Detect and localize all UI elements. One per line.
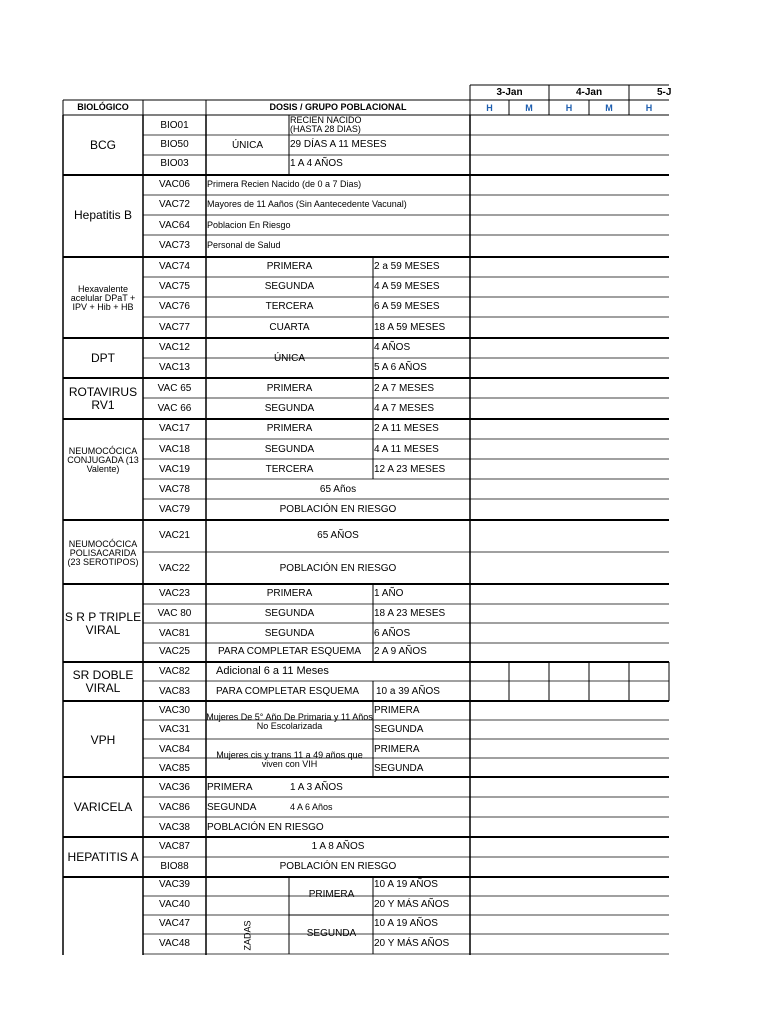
group-nc-2: 4 A 11 MESES bbox=[374, 444, 439, 455]
code-vac36: VAC36 bbox=[159, 782, 190, 793]
group-np-65-anos: 65 AÑOS bbox=[317, 530, 359, 541]
dose-hexa-tercera: TERCERA bbox=[265, 301, 314, 312]
dose-nc-primera: PRIMERA bbox=[266, 423, 313, 434]
group-sr-10-39: 10 a 39 AÑOS bbox=[376, 686, 440, 697]
code-vac82: VAC82 bbox=[159, 666, 190, 677]
group-bcg-29-dias: 29 DÍAS A 11 MESES bbox=[290, 139, 387, 150]
code-vac21: VAC21 bbox=[159, 530, 190, 541]
group-hexa-2: 4 A 59 MESES bbox=[374, 281, 440, 292]
biologico-sr: SR DOBLE VIRAL bbox=[72, 668, 134, 695]
biologico-srp: S R P TRIPLE VIRAL bbox=[64, 609, 142, 637]
dose-srp-segunda: SEGUNDA bbox=[264, 608, 315, 619]
dose-vph-3: PRIMERA bbox=[374, 744, 420, 755]
dose-vph-2: SEGUNDA bbox=[374, 724, 424, 735]
code-vac38: VAC38 bbox=[159, 822, 190, 833]
code-vac25: VAC25 bbox=[159, 646, 190, 657]
code-vac39: VAC39 bbox=[159, 879, 190, 890]
dose-hexa-segunda: SEGUNDA bbox=[264, 281, 315, 292]
group-hepa-1-8: 1 A 8 AÑOS bbox=[311, 841, 365, 852]
m-header-1: M bbox=[525, 103, 533, 113]
biologico-neumococica-polisacarida: NEUMOCÓCICA POLISACARIDA (23 SEROTIPOS) bbox=[67, 538, 139, 567]
code-vac17: VAC17 bbox=[159, 423, 190, 434]
group-np-riesgo: POBLACIÓN EN RIESGO bbox=[279, 563, 397, 574]
dose-sr-completar: PARA COMPLETAR ESQUEMA bbox=[216, 686, 359, 697]
group-hepb-riesgo: Poblacion En Riesgo bbox=[207, 220, 291, 230]
biologico-vph: VPH bbox=[90, 732, 116, 747]
h-header-1: H bbox=[486, 103, 493, 113]
code-vac48: VAC48 bbox=[159, 938, 190, 949]
code-bio03: BIO03 bbox=[160, 158, 189, 169]
dose-hexa-cuarta: CUARTA bbox=[269, 322, 310, 333]
group-last-4: 20 Y MÁS AÑOS bbox=[374, 938, 450, 949]
code-vac18: VAC18 bbox=[159, 444, 190, 455]
m-header-2: M bbox=[605, 103, 613, 113]
code-vac06: VAC06 bbox=[159, 179, 190, 190]
code-vac73: VAC73 bbox=[159, 240, 190, 251]
code-vac74: VAC74 bbox=[159, 261, 190, 272]
code-vac87: VAC87 bbox=[159, 841, 190, 852]
code-vac13: VAC13 bbox=[159, 362, 190, 373]
biologico-rotavirus: ROTAVIRUS RV1 bbox=[68, 384, 138, 412]
dose-last-segunda: SEGUNDA bbox=[306, 928, 357, 939]
dosis-grupo-header: DOSIS / GRUPO POBLACIONAL bbox=[269, 102, 407, 112]
dose-varicela-primera: PRIMERA bbox=[207, 782, 253, 793]
group-hepb-mayores: Mayores de 11 Aaños (Sin Aantecedente Vacunal) bbox=[207, 199, 407, 209]
group-srp-1: 1 AÑO bbox=[374, 588, 404, 599]
code-vac77: VAC77 bbox=[159, 322, 190, 333]
group-nc-3: 12 A 23 MESES bbox=[374, 464, 446, 475]
group-rota-2: 4 A 7 MESES bbox=[374, 403, 435, 414]
biologico-hepatitis-b: Hepatitis B bbox=[73, 208, 133, 222]
code-vac47: VAC47 bbox=[159, 918, 190, 929]
biologico-hexavalente: Hexavalente acelular DPaT + IPV + Hib + HB bbox=[70, 283, 136, 312]
group-hexa-4: 18 A 59 MESES bbox=[374, 322, 446, 333]
code-vac66: VAC 66 bbox=[157, 403, 192, 414]
group-srp-4: 2 A 9 AÑOS bbox=[374, 646, 427, 657]
group-varicela-1: 1 A 3 AÑOS bbox=[290, 782, 343, 793]
code-vac81: VAC81 bbox=[159, 628, 190, 639]
group-last-3: 10 A 19 AÑOS bbox=[374, 918, 438, 929]
code-vac78: VAC78 bbox=[159, 484, 190, 495]
dose-dpt-unica: ÚNICA bbox=[273, 352, 306, 364]
group-nc-65-anos: 65 Años bbox=[319, 484, 357, 495]
biologico-neumococica-conjugada: NEUMOCÓCICA CONJUGADA (13 Valente) bbox=[67, 445, 139, 474]
code-vac76: VAC76 bbox=[159, 301, 190, 312]
biologico-bcg: BCG bbox=[89, 138, 116, 152]
group-hexa-1: 2 a 59 MESES bbox=[374, 261, 440, 272]
group-last-2: 20 Y MÁS AÑOS bbox=[374, 899, 450, 910]
code-vac23: VAC23 bbox=[159, 588, 190, 599]
group-nc-1: 2 A 11 MESES bbox=[374, 423, 439, 434]
dose-rota-primera: PRIMERA bbox=[266, 383, 313, 394]
code-vac40: VAC40 bbox=[159, 899, 190, 910]
code-bio01: BIO01 bbox=[160, 120, 189, 131]
code-vac64: VAC64 bbox=[159, 220, 190, 231]
group-hepa-riesgo: POBLACIÓN EN RIESGO bbox=[279, 861, 397, 872]
dose-last-primera: PRIMERA bbox=[308, 889, 355, 900]
group-varicela-2: 4 A 6 Años bbox=[290, 802, 333, 812]
h-header-2: H bbox=[565, 103, 573, 113]
dose-vph-4: SEGUNDA bbox=[374, 763, 424, 774]
code-vac31: VAC31 bbox=[159, 724, 190, 735]
code-vac84: VAC84 bbox=[159, 744, 190, 755]
code-vac72: VAC72 bbox=[159, 199, 190, 210]
group-bcg-recien-nacido: RECIEN NACIDO (HASTA 28 DIAS) bbox=[290, 115, 362, 134]
dose-vph-1: PRIMERA bbox=[374, 705, 420, 716]
dose-srp-completar: PARA COMPLETAR ESQUEMA bbox=[218, 646, 361, 657]
code-vac30: VAC30 bbox=[159, 705, 190, 716]
group-hexa-3: 6 A 59 MESES bbox=[374, 301, 440, 312]
group-hepb-recien-nacido: Primera Recien Nacido (de 0 a 7 Dias) bbox=[207, 179, 362, 189]
dose-hexa-primera: PRIMERA bbox=[266, 261, 313, 272]
group-rota-1: 2 A 7 MESES bbox=[374, 383, 435, 394]
biologico-hepatitis-a: HEPATITIS A bbox=[67, 849, 139, 864]
code-vac75: VAC75 bbox=[159, 281, 190, 292]
code-vac79: VAC79 bbox=[159, 504, 190, 515]
dose-nc-tercera: TERCERA bbox=[265, 464, 314, 475]
dose-sr-adicional: Adicional 6 a 11 Meses bbox=[216, 665, 329, 677]
group-last-1: 10 A 19 AÑOS bbox=[374, 879, 438, 890]
group-srp-3: 6 AÑOS bbox=[374, 628, 411, 639]
group-hepb-personal-salud: Personal de Salud bbox=[207, 240, 281, 250]
group-srp-2: 18 A 23 MESES bbox=[374, 608, 446, 619]
dose-srp-segunda-2: SEGUNDA bbox=[264, 628, 315, 639]
biologico-varicela: VARICELA bbox=[73, 800, 133, 814]
code-vac83: VAC83 bbox=[159, 686, 190, 697]
dose-varicela-segunda: SEGUNDA bbox=[207, 802, 257, 813]
code-bio50: BIO50 bbox=[160, 139, 189, 150]
group-dpt-1: 4 AÑOS bbox=[374, 342, 411, 353]
date-header-1: 3-Jan bbox=[496, 87, 523, 98]
group-vph-escolares: Mujeres De 5° Año De Primaria y 11 Años No Escolarizada bbox=[206, 711, 373, 731]
dose-nc-segunda: SEGUNDA bbox=[264, 444, 315, 455]
dose-rota-segunda: SEGUNDA bbox=[264, 403, 315, 414]
group-varicela-riesgo: POBLACIÓN EN RIESGO bbox=[207, 822, 324, 833]
dose-srp-primera: PRIMERA bbox=[266, 588, 313, 599]
group-vph-vih: Mujeres cis y trans 11 a 49 años que viven con VIH bbox=[216, 749, 363, 769]
group-bcg-1-4-anos: 1 A 4 AÑOS bbox=[290, 158, 343, 169]
date-header-2: 4-Jan bbox=[575, 87, 603, 98]
biologico-header: BIOLÓGICO bbox=[77, 102, 129, 112]
dose-bcg-unica: ÚNICA bbox=[231, 140, 264, 151]
vertical-label-zadas: ZADAS bbox=[242, 920, 253, 951]
code-vac86: VAC86 bbox=[159, 802, 190, 813]
code-bio88: BIO88 bbox=[160, 861, 189, 872]
code-vac80: VAC 80 bbox=[157, 608, 192, 619]
code-vac85: VAC85 bbox=[159, 763, 190, 774]
group-dpt-2: 5 A 6 AÑOS bbox=[374, 362, 427, 373]
group-nc-riesgo: POBLACIÓN EN RIESGO bbox=[279, 504, 397, 515]
date-header-3: 5-J bbox=[657, 87, 672, 98]
h-header-3: H bbox=[645, 103, 653, 113]
code-vac65: VAC 65 bbox=[157, 383, 192, 394]
code-vac22: VAC22 bbox=[159, 563, 190, 574]
biologico-dpt: DPT bbox=[91, 350, 115, 365]
code-vac19: VAC19 bbox=[159, 464, 190, 475]
code-vac12: VAC12 bbox=[159, 342, 190, 353]
